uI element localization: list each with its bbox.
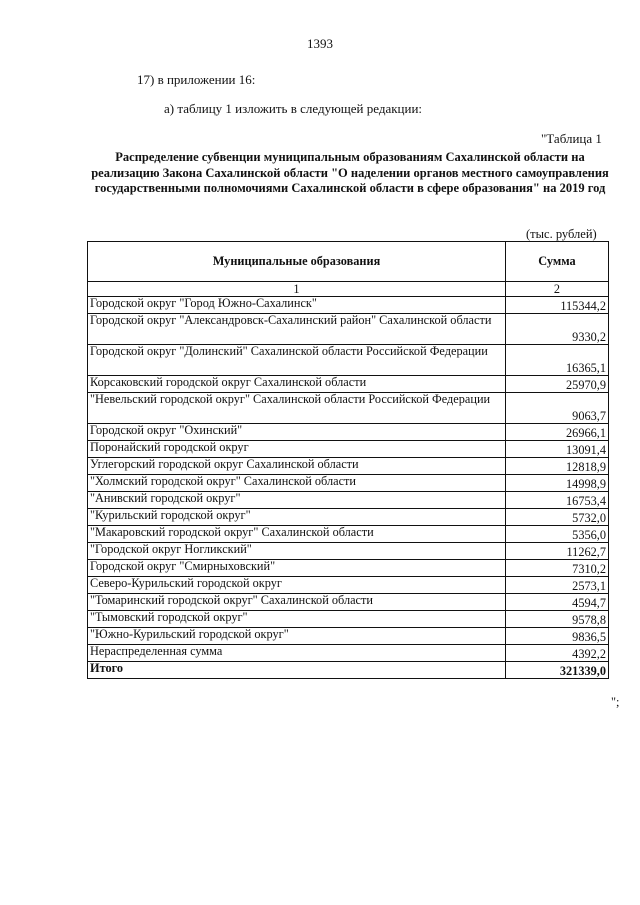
- municipality-sum: 5356,0: [506, 526, 609, 543]
- table-row: [88, 297, 609, 314]
- header-municipalities: Муниципальные образования: [88, 242, 506, 282]
- intro-item: 17) в приложении 16:: [137, 72, 256, 87]
- municipality-name: Нераспределенная сумма: [88, 645, 506, 662]
- municipality-name: Городской округ "Охинский": [88, 424, 506, 441]
- municipality-name: "Томаринский городской округ" Сахалинской области: [88, 594, 506, 611]
- table-title: Распределение субвенции муниципальным образованиям Сахалинской области на реализацию Закона Сахалинской области "О наделении органов местного самоуправления государственными полномочиями Сахалинской области в сфере образования" на 2019 год: [91, 150, 609, 195]
- column-number-1: 1: [88, 282, 506, 297]
- municipality-sum: 9063,7: [506, 393, 609, 424]
- municipality-sum: 4392,2: [506, 645, 609, 662]
- municipality-name: "Невельский городской округ" Сахалинской области Российской Федерации: [88, 393, 506, 424]
- table-row: [88, 577, 609, 594]
- page-number: 1393: [307, 36, 333, 51]
- table-row: [88, 458, 609, 475]
- municipality-sum: 2573,1: [506, 577, 609, 594]
- table-row: [88, 441, 609, 458]
- municipality-sum: 11262,7: [506, 543, 609, 560]
- municipality-sum: 5732,0: [506, 509, 609, 526]
- table-row: [88, 492, 609, 509]
- total-sum: 321339,0: [506, 662, 609, 679]
- municipality-name: Корсаковский городской округ Сахалинской области: [88, 376, 506, 393]
- total-label: Итого: [88, 662, 506, 679]
- table-row: [88, 611, 609, 628]
- municipality-sum: 13091,4: [506, 441, 609, 458]
- units-label: (тыс. рублей): [526, 227, 597, 241]
- municipality-sum: 4594,7: [506, 594, 609, 611]
- municipality-name: Городской округ "Смирныховский": [88, 560, 506, 577]
- municipality-name: Городской округ "Долинский" Сахалинской области Российской Федерации: [88, 345, 506, 376]
- table-body: [88, 297, 609, 662]
- municipality-sum: 9330,2: [506, 314, 609, 345]
- table-label: "Таблица 1: [541, 131, 602, 146]
- municipality-sum: 115344,2: [506, 297, 609, 314]
- municipality-name: Северо-Курильский городской округ: [88, 577, 506, 594]
- table-row: [88, 376, 609, 393]
- municipality-sum: 16753,4: [506, 492, 609, 509]
- municipality-name: "Анивский городской округ": [88, 492, 506, 509]
- municipality-name: Городской округ "Город Южно-Сахалинск": [88, 297, 506, 314]
- municipality-name: "Холмский городской округ" Сахалинской области: [88, 475, 506, 492]
- table-row: [88, 475, 609, 492]
- municipality-sum: 9836,5: [506, 628, 609, 645]
- table-row: [88, 594, 609, 611]
- table-row: [88, 645, 609, 662]
- header-sum: Сумма: [506, 242, 609, 282]
- table-row: [88, 509, 609, 526]
- municipality-sum: 9578,8: [506, 611, 609, 628]
- municipality-name: "Городской округ Ногликский": [88, 543, 506, 560]
- table-row: [88, 424, 609, 441]
- municipality-name: Городской округ "Александровск-Сахалинский район" Сахалинской области: [88, 314, 506, 345]
- municipality-name: "Южно-Курильский городской округ": [88, 628, 506, 645]
- total-row: [88, 662, 609, 679]
- table-row: [88, 560, 609, 577]
- column-number-2: 2: [506, 282, 609, 297]
- table-row: [88, 526, 609, 543]
- municipality-sum: 26966,1: [506, 424, 609, 441]
- municipality-sum: 16365,1: [506, 345, 609, 376]
- municipality-sum: 7310,2: [506, 560, 609, 577]
- municipality-name: "Курильский городской округ": [88, 509, 506, 526]
- municipality-sum: 25970,9: [506, 376, 609, 393]
- municipality-name: "Макаровский городской округ" Сахалинской области: [88, 526, 506, 543]
- closing-mark: ";: [611, 695, 620, 709]
- table-row: [88, 393, 609, 424]
- municipality-name: "Тымовский городской округ": [88, 611, 506, 628]
- municipality-sum: 12818,9: [506, 458, 609, 475]
- municipality-name: Углегорский городской округ Сахалинской области: [88, 458, 506, 475]
- table-row: [88, 345, 609, 376]
- table-row: [88, 314, 609, 345]
- subvention-table: [87, 241, 609, 679]
- table-row: [88, 543, 609, 560]
- intro-subitem: а) таблицу 1 изложить в следующей редакции:: [164, 101, 423, 116]
- municipality-name: Поронайский городской округ: [88, 441, 506, 458]
- municipality-sum: 14998,9: [506, 475, 609, 492]
- table-row: [88, 628, 609, 645]
